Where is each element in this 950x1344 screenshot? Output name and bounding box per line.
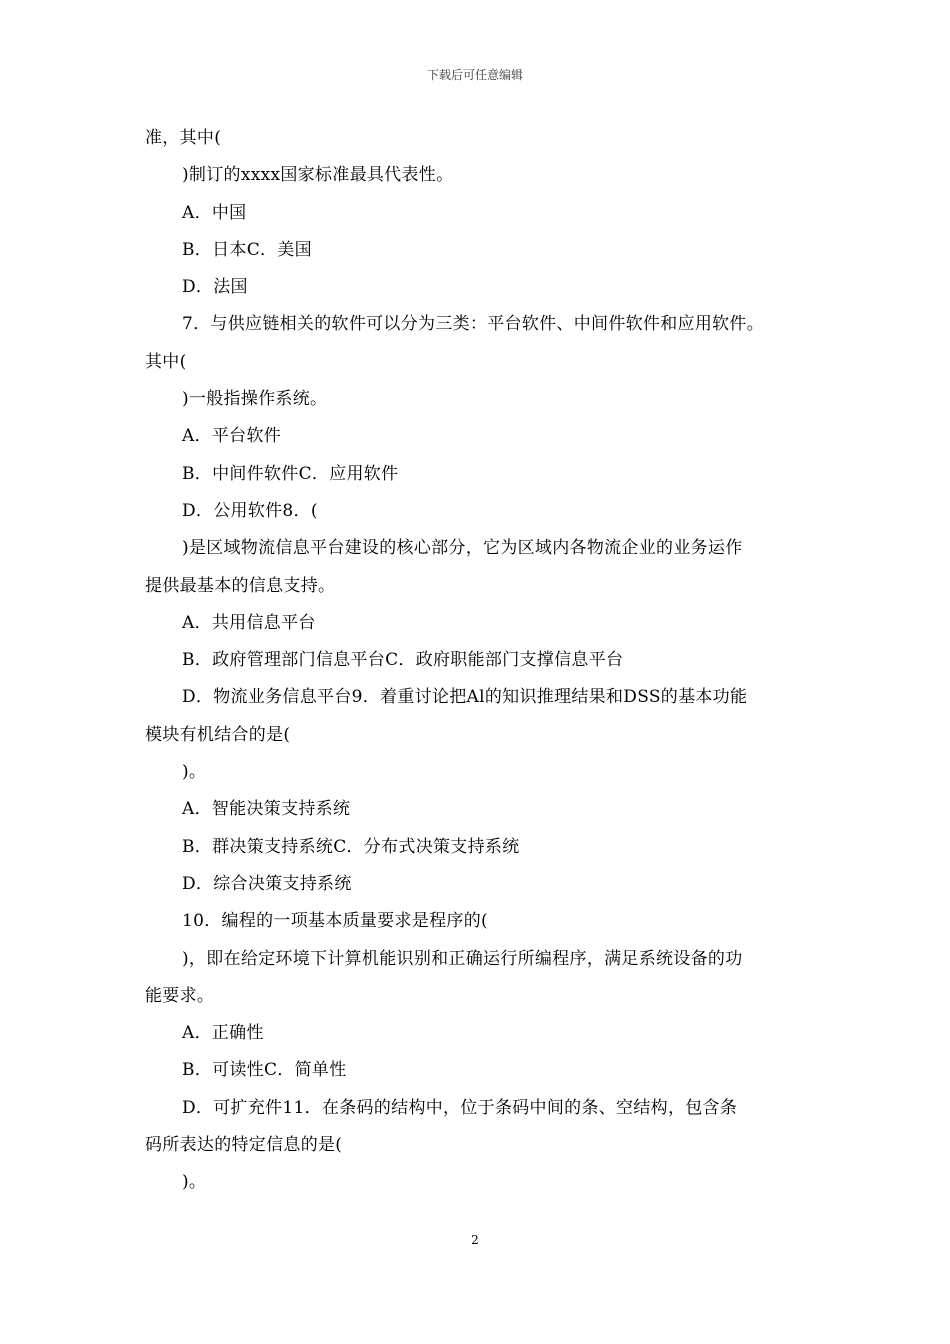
document-body bbox=[145, 120, 813, 1202]
text-line: D．可扩充件11．在条码的结构中，位于条码中间的条、空结构，包含条 bbox=[182, 1097, 738, 1118]
text-line: B．可读性C．简单性 bbox=[182, 1060, 347, 1081]
text-line: A．共用信息平台 bbox=[182, 612, 316, 633]
text-line: B．中间件软件C．应用软件 bbox=[182, 463, 399, 484]
page-number: 2 bbox=[471, 1233, 479, 1247]
text-line: A．智能决策支持系统 bbox=[182, 799, 351, 820]
text-line: B．日本C．美国 bbox=[182, 239, 312, 260]
text-line: )是区域物流信息平台建设的核心部分，它为区域内各物流企业的业务运作 bbox=[182, 538, 743, 559]
text-line: D．物流业务信息平台9．着重讨论把Al的知识推理结果和DSS的基本功能 bbox=[182, 687, 748, 708]
text-line: A．中国 bbox=[182, 202, 247, 223]
text-line: )一般指操作系统。 bbox=[182, 389, 328, 410]
text-line: 提供最基本的信息支持。 bbox=[145, 575, 336, 596]
text-line: )。 bbox=[182, 762, 207, 783]
text-line: D．法国 bbox=[182, 277, 248, 298]
text-line: 准，其中( bbox=[145, 128, 222, 148]
text-line: 码所表达的特定信息的是( bbox=[145, 1135, 343, 1156]
text-line: D．综合决策支持系统 bbox=[182, 873, 352, 894]
text-line: )制订的xxxx国家标准最具代表性。 bbox=[182, 165, 454, 186]
text-line: 10．编程的一项基本质量要求是程序的( bbox=[182, 911, 488, 932]
text-line: 其中( bbox=[145, 351, 187, 372]
text-line: 7．与供应链相关的软件可以分为三类：平台软件、中间件软件和应用软件。 bbox=[182, 314, 765, 335]
text-line: B．政府管理部门信息平台C．政府职能部门支撑信息平台 bbox=[182, 650, 624, 671]
text-line: B．群决策支持系统C．分布式决策支持系统 bbox=[182, 836, 520, 857]
text-line: 能要求。 bbox=[145, 985, 215, 1006]
text-line: A．正确性 bbox=[182, 1023, 264, 1044]
page-header: 下载后可任意编辑 bbox=[426, 68, 523, 82]
text-line: )，即在给定环境下计算机能识别和正确运行所编程序，满足系统设备的功 bbox=[182, 948, 743, 969]
text-line: 模块有机结合的是( bbox=[145, 724, 291, 745]
text-line: )。 bbox=[182, 1172, 207, 1193]
text-line: D．公用软件8．( bbox=[182, 500, 318, 521]
text-line: A．平台软件 bbox=[182, 426, 282, 447]
